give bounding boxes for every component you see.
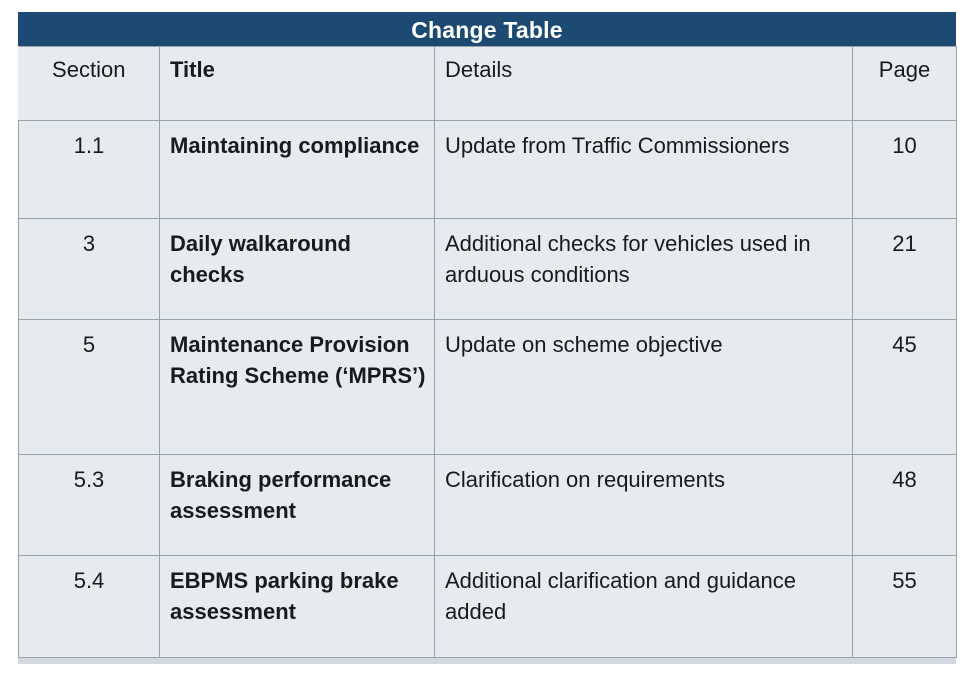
table-title: Change Table bbox=[18, 12, 956, 46]
row-title-cell: Daily walkaround checks bbox=[160, 219, 435, 320]
row-page-cell: 48 bbox=[853, 455, 957, 556]
change-table-container bbox=[18, 12, 956, 664]
header-page: Page bbox=[853, 47, 957, 121]
table-row bbox=[19, 455, 957, 556]
row-title-cell: Braking performance assessment bbox=[160, 455, 435, 556]
table-bottom-strip bbox=[18, 658, 956, 664]
row-details-cell: Clarification on requirements bbox=[435, 455, 853, 556]
row-section-cell: 5 bbox=[19, 320, 160, 455]
row-page-cell: 21 bbox=[853, 219, 957, 320]
row-page-cell: 10 bbox=[853, 121, 957, 219]
row-title-cell: EBPMS parking brake assessment bbox=[160, 556, 435, 658]
table-row bbox=[19, 556, 957, 658]
table-row bbox=[19, 320, 957, 455]
header-title: Title bbox=[160, 47, 435, 121]
row-title-cell: Maintenance Provision Rating Scheme (‘MPRS’) bbox=[160, 320, 435, 455]
row-page-cell: 45 bbox=[853, 320, 957, 455]
row-details-cell: Additional clarification and guidance added bbox=[435, 556, 853, 658]
row-details-cell: Update on scheme objective bbox=[435, 320, 853, 455]
header-section: Section bbox=[19, 47, 160, 121]
table-row bbox=[19, 219, 957, 320]
row-details-cell: Update from Traffic Commissioners bbox=[435, 121, 853, 219]
row-section-cell: 5.4 bbox=[19, 556, 160, 658]
row-details-cell: Additional checks for vehicles used in arduous conditions bbox=[435, 219, 853, 320]
table-row bbox=[19, 121, 957, 219]
row-section-cell: 1.1 bbox=[19, 121, 160, 219]
table-header-row bbox=[19, 47, 957, 121]
row-page-cell: 55 bbox=[853, 556, 957, 658]
row-section-cell: 5.3 bbox=[19, 455, 160, 556]
header-details: Details bbox=[435, 47, 853, 121]
row-section-cell: 3 bbox=[19, 219, 160, 320]
change-table bbox=[18, 46, 957, 658]
row-title-cell: Maintaining compliance bbox=[160, 121, 435, 219]
